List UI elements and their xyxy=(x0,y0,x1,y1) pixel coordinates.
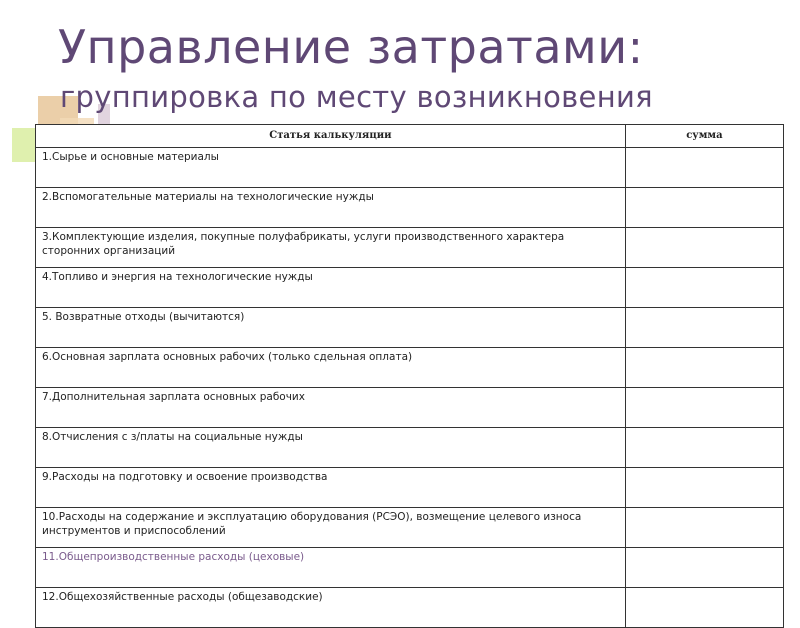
sum-cell[interactable] xyxy=(625,548,783,588)
sum-cell[interactable] xyxy=(625,308,783,348)
cost-item-label: 1.Сырье и основные материалы xyxy=(42,151,219,163)
cost-item-label: 10.Расходы на содержание и эксплуатацию оборудования (РСЭО), возмещение целевого износа инструментов и приспособлений xyxy=(42,511,582,537)
cost-item-label: 6.Основная зарплата основных рабочих (только сдельная оплата) xyxy=(42,351,413,363)
cost-item-label: 2.Вспомогательные материалы на технологические нужды xyxy=(42,191,374,203)
cost-item-label: 3.Комплектующие изделия, покупные полуфабрикаты, услуги производственного характера сторонних организаций xyxy=(42,231,565,257)
table-row xyxy=(36,228,784,268)
cost-item-cell xyxy=(36,188,626,228)
column-header-sum: сумма xyxy=(625,125,783,148)
cost-item-label: 5. Возвратные отходы (вычитаются) xyxy=(42,311,245,323)
cost-item-cell xyxy=(36,588,626,628)
column-header-item: Статья калькуляции xyxy=(36,125,626,148)
cost-item-cell xyxy=(36,348,626,388)
cost-item-cell xyxy=(36,388,626,428)
sum-cell[interactable] xyxy=(625,428,783,468)
sum-cell[interactable] xyxy=(625,148,783,188)
table-row xyxy=(36,548,784,588)
cost-item-cell xyxy=(36,548,626,588)
cost-item-label: 12.Общехозяйственные расходы (общезаводские) xyxy=(42,591,323,603)
table-row xyxy=(36,468,784,508)
cost-item-label: 7.Дополнительная зарплата основных рабочих xyxy=(42,391,305,403)
sum-cell[interactable] xyxy=(625,388,783,428)
slide-title: Управление затратами: xyxy=(58,20,644,74)
table-row xyxy=(36,428,784,468)
sum-cell[interactable] xyxy=(625,228,783,268)
table-row xyxy=(36,388,784,428)
table-row xyxy=(36,188,784,228)
table-header-row xyxy=(36,125,784,148)
table-row xyxy=(36,348,784,388)
cost-item-cell xyxy=(36,468,626,508)
slide-subtitle: группировка по месту возникновения xyxy=(60,80,653,114)
sum-cell[interactable] xyxy=(625,268,783,308)
table-row xyxy=(36,308,784,348)
table-row xyxy=(36,588,784,628)
cost-item-cell xyxy=(36,508,626,548)
sum-cell[interactable] xyxy=(625,468,783,508)
sum-cell[interactable] xyxy=(625,188,783,228)
cost-item-cell xyxy=(36,268,626,308)
table-row xyxy=(36,268,784,308)
cost-items-table xyxy=(35,124,784,628)
table-row xyxy=(36,148,784,188)
cost-item-cell xyxy=(36,308,626,348)
table-row xyxy=(36,508,784,548)
cost-item-label: 9.Расходы на подготовку и освоение производства xyxy=(42,471,328,483)
cost-item-cell xyxy=(36,148,626,188)
sum-cell[interactable] xyxy=(625,348,783,388)
sum-cell[interactable] xyxy=(625,588,783,628)
cost-item-label: 4.Топливо и энергия на технологические нужды xyxy=(42,271,313,283)
cost-item-label: 11.Общепроизводственные расходы (цеховые) xyxy=(42,551,305,563)
cost-item-label: 8.Отчисления с з/платы на социальные нужды xyxy=(42,431,303,443)
cost-item-cell xyxy=(36,428,626,468)
cost-item-cell xyxy=(36,228,626,268)
sum-cell[interactable] xyxy=(625,508,783,548)
